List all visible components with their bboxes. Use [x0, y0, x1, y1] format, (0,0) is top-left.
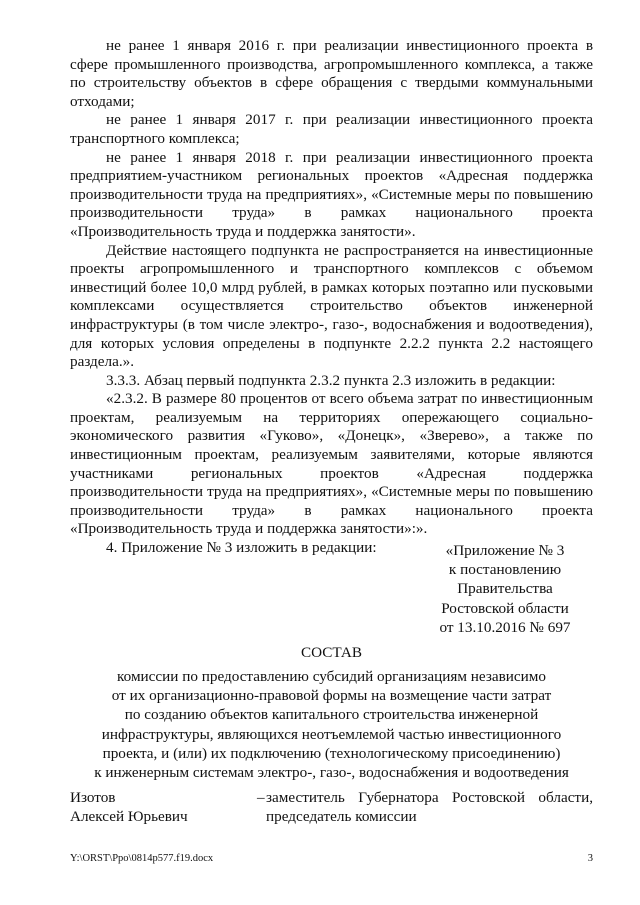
commission-member-row — [70, 788, 593, 828]
sostav-subtitle-line: от их организационно-правовой формы на возмещение части затрат — [111, 687, 552, 705]
appendix-line: к постановлению — [448, 561, 562, 579]
paragraph-appendix-instruction: 4. Приложение № 3 изложить в редакции: — [106, 539, 377, 557]
member-role — [266, 788, 593, 826]
appendix-line: от 13.10.2016 № 697 — [439, 618, 571, 636]
appendix-line: Правительства — [457, 580, 553, 598]
sostav-section — [70, 643, 593, 782]
appendix-line: «Приложение № 3 — [445, 542, 565, 559]
appendix-line: Ростовской области — [441, 599, 569, 617]
member-dash: – — [257, 789, 265, 806]
paragraph-deadline-2017: не ранее 1 января 2017 г. при реализации инвестиционного проекта транспортного комплекса; — [70, 111, 593, 147]
sostav-subtitle-line: проекта, и (или) их подключению (технологическому присоединению) — [102, 744, 561, 762]
sostav-subtitle-line: комиссии по предоставлению субсидий организациям независимо — [117, 668, 546, 685]
sostav-subtitle — [70, 667, 593, 782]
member-role-line: заместитель Губернатора Ростовской области, — [266, 789, 593, 806]
body-text — [70, 37, 593, 558]
page-number: 3 — [587, 853, 593, 864]
sostav-subtitle-line: инфраструктуры, являющихся неотъемлемой частью инвестиционного — [101, 725, 562, 743]
member-role-line: председатель комиссии — [266, 808, 417, 825]
footer-file-path: Y:\ORST\Ppo\0814p577.f19.docx — [70, 853, 214, 864]
sostav-subtitle-line: по созданию объектов капитального строительства инженерной — [124, 706, 539, 724]
paragraph-deadline-2018: не ранее 1 января 2018 г. при реализации инвестиционного проекта предприятием-участником региональных проектов «Адресная поддержка производительности труда на предприятиях», «Системные меры по повышению производительности труда» в рамках национального проекта «Производительность труда и поддержка занятости». — [70, 148, 593, 240]
sostav-subtitle-line: к инженерным системам электро-, газо-, водоснабжения и водоотведения — [94, 764, 569, 782]
appendix-header — [420, 541, 590, 637]
member-name — [70, 788, 260, 826]
sostav-title: СОСТАВ — [300, 644, 363, 661]
paragraph-amendment-3-3-3: 3.3.3. Абзац первый подпункта 2.3.2 пункта 2.3 изложить в редакции: — [106, 371, 556, 389]
member-surname: Изотов — [70, 789, 116, 806]
paragraph-clause-2-3-2: «2.3.2. В размере 80 процентов от всего объема затрат по инвестиционным проектам, реализуемым на территориях опережающего социально-экономического развития «Гуково», «Донецк», «Зверево», а также по инвестиционным проектам, реализуемым заявителями, которые являются участниками региональных проектов «Адресная поддержка производительности труда на предприятиях», «Системные меры по повышению производительности труда» в рамках национального проекта «Производительность труда и поддержка занятости»:». — [70, 390, 593, 538]
member-given-names: Алексей Юрьевич — [70, 808, 188, 825]
paragraph-deadline-2016: не ранее 1 января 2016 г. при реализации инвестиционного проекта в сфере промышленного производства, агропромышленного комплекса, а также по строительству объектов в сфере обращения с твердыми коммунальными отходами; — [70, 37, 593, 110]
paragraph-exception: Действие настоящего подпункта не распространяется на инвестиционные проекты агропромышленного и транспортного комплексов с объемом инвестиций более 10,0 млрд рублей, в рамках которых поэтапно или пусковыми комплексами осуществляется строительство объектов инженерной инфраструктуры (в том числе электро-, газо-, водоснабжения и водоотведения), для которых условия определены в подпункте 2.2.2 пункта 2.2 настоящего раздела.». — [70, 241, 593, 371]
